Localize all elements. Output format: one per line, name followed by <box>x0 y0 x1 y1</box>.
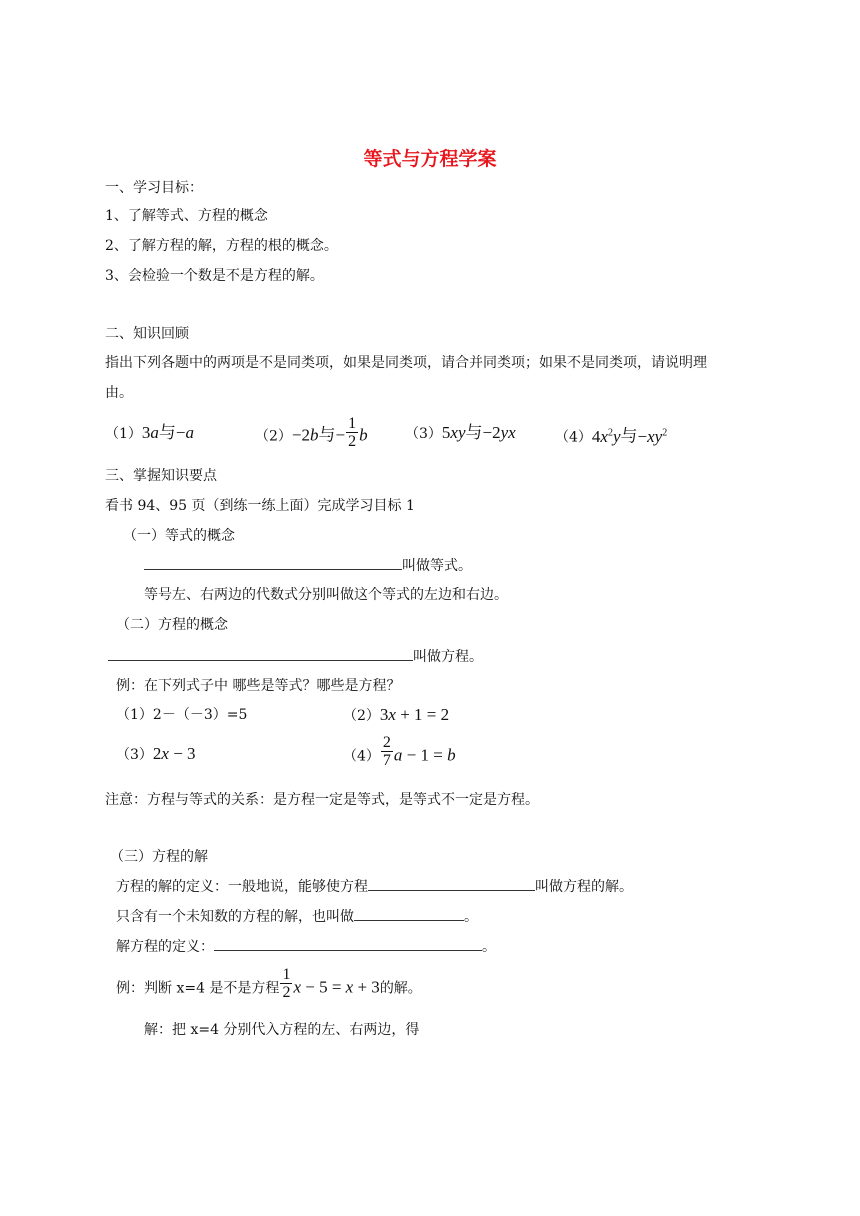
fraction-two-sevenths: $\frac{2}{7}$ <box>382 734 391 769</box>
root-definition: 只含有一个未知数的方程的解，也叫做 。 <box>116 906 478 927</box>
item-label: （4） <box>555 429 592 446</box>
example-2: （2）3x + 1 = 2 <box>343 705 450 724</box>
expr-1a: 3a <box>141 423 159 442</box>
judge-example: 例：判断 x=4 是不是方程 $\frac{1}{2}$ x − 5 = x + 3的解。 <box>116 966 422 1001</box>
expr-1b: −a <box>175 423 195 442</box>
solve-definition: 解方程的定义： 。 <box>116 936 496 957</box>
conj-yu: 与 <box>465 423 483 442</box>
review-intro-cont: 由。 <box>105 385 133 401</box>
expr-4b: $-xy^2$ <box>637 426 668 446</box>
review-item-3 <box>405 423 516 444</box>
reading-instruction: 看书 94、95 页（到练一练上面）完成学习目标 1 <box>105 498 415 514</box>
item-label: （1） <box>105 426 142 442</box>
example-prompt: 例：在下列式子中 哪些是等式？哪些是方程？ <box>116 678 401 694</box>
conj-yu: 与 <box>620 426 638 446</box>
example-4: （4） $\frac{2}{7}$ a − 1 = b <box>343 734 456 769</box>
section-heading-review: 二、知识回顾 <box>105 326 189 342</box>
item-label: （3） <box>405 426 442 442</box>
section-heading-key-points: 三、掌握知识要点 <box>105 468 217 484</box>
expr-4a: $4x^2y$ <box>591 426 621 446</box>
equation-definition: 叫做方程。 <box>108 646 483 667</box>
expr-3a: 5xy <box>441 423 466 442</box>
review-item-4 <box>555 423 667 448</box>
item-label: （2） <box>255 428 292 445</box>
subheading-equation: （二）方程的概念 <box>116 617 228 633</box>
fill-blank[interactable] <box>354 906 464 921</box>
subheading-equality: （一）等式的概念 <box>123 528 235 544</box>
subheading-solution: （三）方程的解 <box>110 849 208 865</box>
equality-note: 等号左、右两边的代数式分别叫做这个等式的左边和右边。 <box>144 587 508 603</box>
conj-yu: 与 <box>158 423 176 442</box>
note: 注意：方程与等式的关系：是方程一定是等式，是等式不一定是方程。 <box>105 792 539 808</box>
review-intro: 指出下列各题中的两项是不是同类项，如果是同类项，请合并同类项；如果不是同类项，请说明理 <box>105 355 707 371</box>
example-3: （3）2x − 3 <box>116 744 196 763</box>
expr-2b: − <box>335 425 346 445</box>
fill-blank[interactable] <box>108 646 413 661</box>
expr-3b: −2yx <box>482 423 516 442</box>
section-heading-objectives: 一、学习目标： <box>105 180 203 196</box>
example-1: （1）2－（－3）=5 <box>116 707 248 723</box>
objective-item: 1、了解等式、方程的概念 <box>105 208 268 224</box>
expr-2a: −2b <box>291 425 319 445</box>
review-item-2: （2）−2b与− $\frac{1}{2}$ b <box>255 415 368 450</box>
fill-blank[interactable] <box>144 555 402 570</box>
solution-definition: 方程的解的定义：一般地说，能够使方程 叫做方程的解。 <box>116 876 633 897</box>
fill-blank[interactable] <box>368 876 535 891</box>
equality-definition: 叫做等式。 <box>144 555 472 576</box>
conj-yu: 与 <box>318 425 336 445</box>
fraction-half: $\frac{1}{2}$ <box>348 415 357 450</box>
answer-start: 解：把 x=4 分别代入方程的左、右两边，得 <box>144 1022 420 1038</box>
objective-item: 3、会检验一个数是不是方程的解。 <box>105 268 324 284</box>
page-title: 等式与方程学案 <box>363 148 497 170</box>
fraction-half: $\frac{1}{2}$ <box>282 966 291 1001</box>
review-item-1 <box>105 423 194 444</box>
fill-blank[interactable] <box>214 936 482 951</box>
objective-item: 2、了解方程的解，方程的根的概念。 <box>105 238 338 254</box>
